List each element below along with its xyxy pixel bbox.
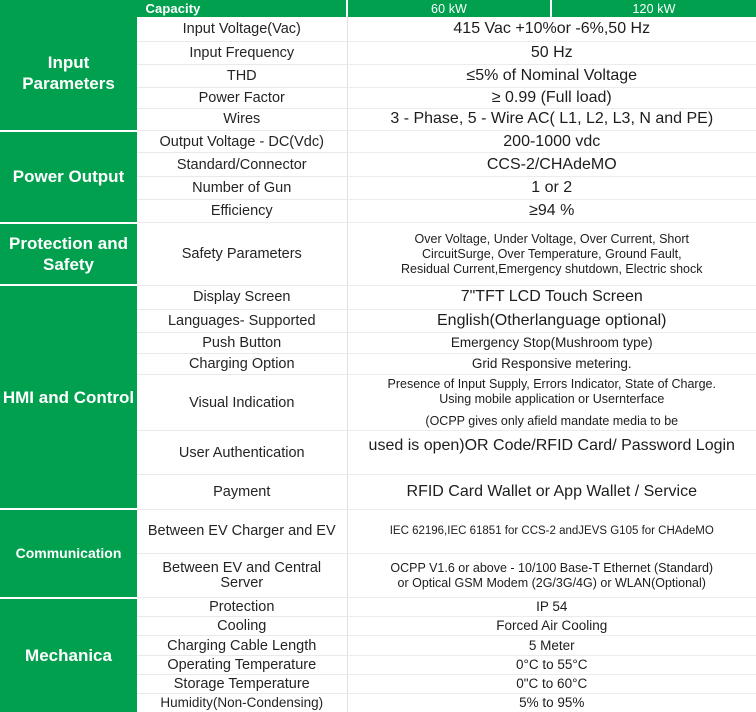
header-capacity: Capacity (0, 0, 347, 17)
section-label-line1: Protection (8, 234, 94, 254)
row-param: Payment (137, 474, 347, 509)
param-line: Central Server (220, 559, 322, 591)
row-value: 5% to 95% (347, 693, 756, 712)
row-param: Storage Temperature (137, 674, 347, 693)
row-param: Power Factor (137, 87, 347, 108)
row-value: IEC 62196,IEC 61851 for CCS-2 andJEVS G105 for CHAdeMO (347, 509, 756, 553)
row-param: Efficiency (137, 200, 347, 223)
section-label-hmi-and-control (0, 285, 137, 509)
row-value: 50 Hz (347, 41, 756, 64)
row-value: 3 - Phase, 5 - Wire AC( L1, L2, L3, N and PE) (347, 108, 756, 130)
param-line: Between EV and (162, 559, 271, 576)
table-row (0, 509, 756, 553)
row-param (137, 554, 347, 598)
section-label-line2: and Safety (42, 234, 129, 275)
row-param: Number of Gun (137, 177, 347, 200)
row-param: Display Screen (137, 285, 347, 309)
row-value (347, 554, 756, 598)
row-value: 0"C to 60°C (347, 674, 756, 693)
value-line: or Optical GSM Modem (2G/3G/4G) or WLAN(Optional) (397, 575, 706, 590)
section-label-line2: Parameters (22, 74, 115, 94)
row-value: 1 or 2 (347, 177, 756, 200)
value-line: Using mobile application or Usernterface (439, 392, 665, 407)
row-value: RFID Card Wallet or App Wallet / Service (347, 474, 756, 509)
value-line: (OCPP gives only afield mandate media to be (425, 414, 679, 429)
row-value: 415 Vac +10%or -6%,50 Hz (347, 17, 756, 41)
row-param: THD (137, 64, 347, 87)
param-line: Charger and EV (231, 522, 336, 539)
row-param: Cooling (137, 617, 347, 636)
row-param: Input Frequency (137, 41, 347, 64)
row-value (347, 375, 756, 431)
section-label-protection-and-safety (0, 223, 137, 285)
row-value: 7"TFT LCD Touch Screen (347, 285, 756, 309)
row-value: Emergency Stop(Mushroom type) (347, 333, 756, 354)
row-param: Wires (137, 108, 347, 130)
row-param: Humidity(Non-Condensing) (137, 693, 347, 712)
row-param: Charging Option (137, 354, 347, 375)
section-label-power-output (0, 131, 137, 223)
value-line: OCPP V1.6 or above - 10/100 Base-T Ethernet (Standard) (390, 560, 714, 575)
row-param: Visual Indication (137, 375, 347, 431)
section-label-line1: Mechanica (25, 645, 112, 665)
row-value: 0°C to 55°C (347, 655, 756, 674)
row-value: ≥ 0.99 (Full load) (347, 87, 756, 108)
row-value: English(Otherlanguage optional) (347, 309, 756, 332)
section-label-line1: Input (47, 53, 90, 73)
row-param: Standard/Connector (137, 153, 347, 177)
row-param: Protection (137, 598, 347, 617)
row-value: Grid Responsive metering. (347, 354, 756, 375)
value-line: Presence of Input Supply, Errors Indicator, State of Charge. (387, 377, 716, 392)
row-value: Forced Air Cooling (347, 617, 756, 636)
row-value: ≤5% of Nominal Voltage (347, 64, 756, 87)
section-label-mechanica (0, 598, 137, 712)
table-row (0, 285, 756, 309)
header-60kw: 60 kW (347, 0, 551, 17)
row-param: Input Voltage(Vac) (137, 17, 347, 41)
row-param: Operating Temperature (137, 655, 347, 674)
row-param: User Authentication (137, 431, 347, 474)
section-label-line2: Output (68, 167, 125, 187)
row-value (347, 223, 756, 285)
section-label-input-parameters (0, 17, 137, 131)
row-param: Languages- Supported (137, 309, 347, 332)
value-line: CircuitSurge, Over Temperature, Ground Fault, (421, 246, 682, 261)
table-row (0, 223, 756, 285)
row-value: CCS-2/CHAdeMO (347, 153, 756, 177)
row-param: Charging Cable Length (137, 636, 347, 655)
row-value: used is open)OR Code/RFID Card/ Password Login (347, 431, 756, 474)
table-row (0, 17, 756, 41)
table-row (0, 131, 756, 153)
row-param (137, 509, 347, 553)
param-line: Between EV (147, 522, 228, 539)
row-param: Push Button (137, 333, 347, 354)
section-label-communication (0, 509, 137, 597)
table-header-row (0, 0, 756, 17)
section-label-line2: Control (73, 387, 135, 407)
section-label-line1: HMI and (2, 387, 69, 407)
row-value: IP 54 (347, 598, 756, 617)
row-value: 5 Meter (347, 636, 756, 655)
section-label-line1: Power (12, 167, 64, 187)
value-line: Over Voltage, Under Voltage, Over Current, Short (414, 231, 689, 246)
header-120kw: 120 kW (551, 0, 756, 17)
row-param: Output Voltage - DC(Vdc) (137, 131, 347, 153)
section-label-line1: Communication (15, 545, 122, 562)
table-row (0, 598, 756, 617)
row-value: ≥94 % (347, 200, 756, 223)
row-value: 200-1000 vdc (347, 131, 756, 153)
row-param: Safety Parameters (137, 223, 347, 285)
value-line: Residual Current,Emergency shutdown, Electric shock (400, 261, 703, 276)
